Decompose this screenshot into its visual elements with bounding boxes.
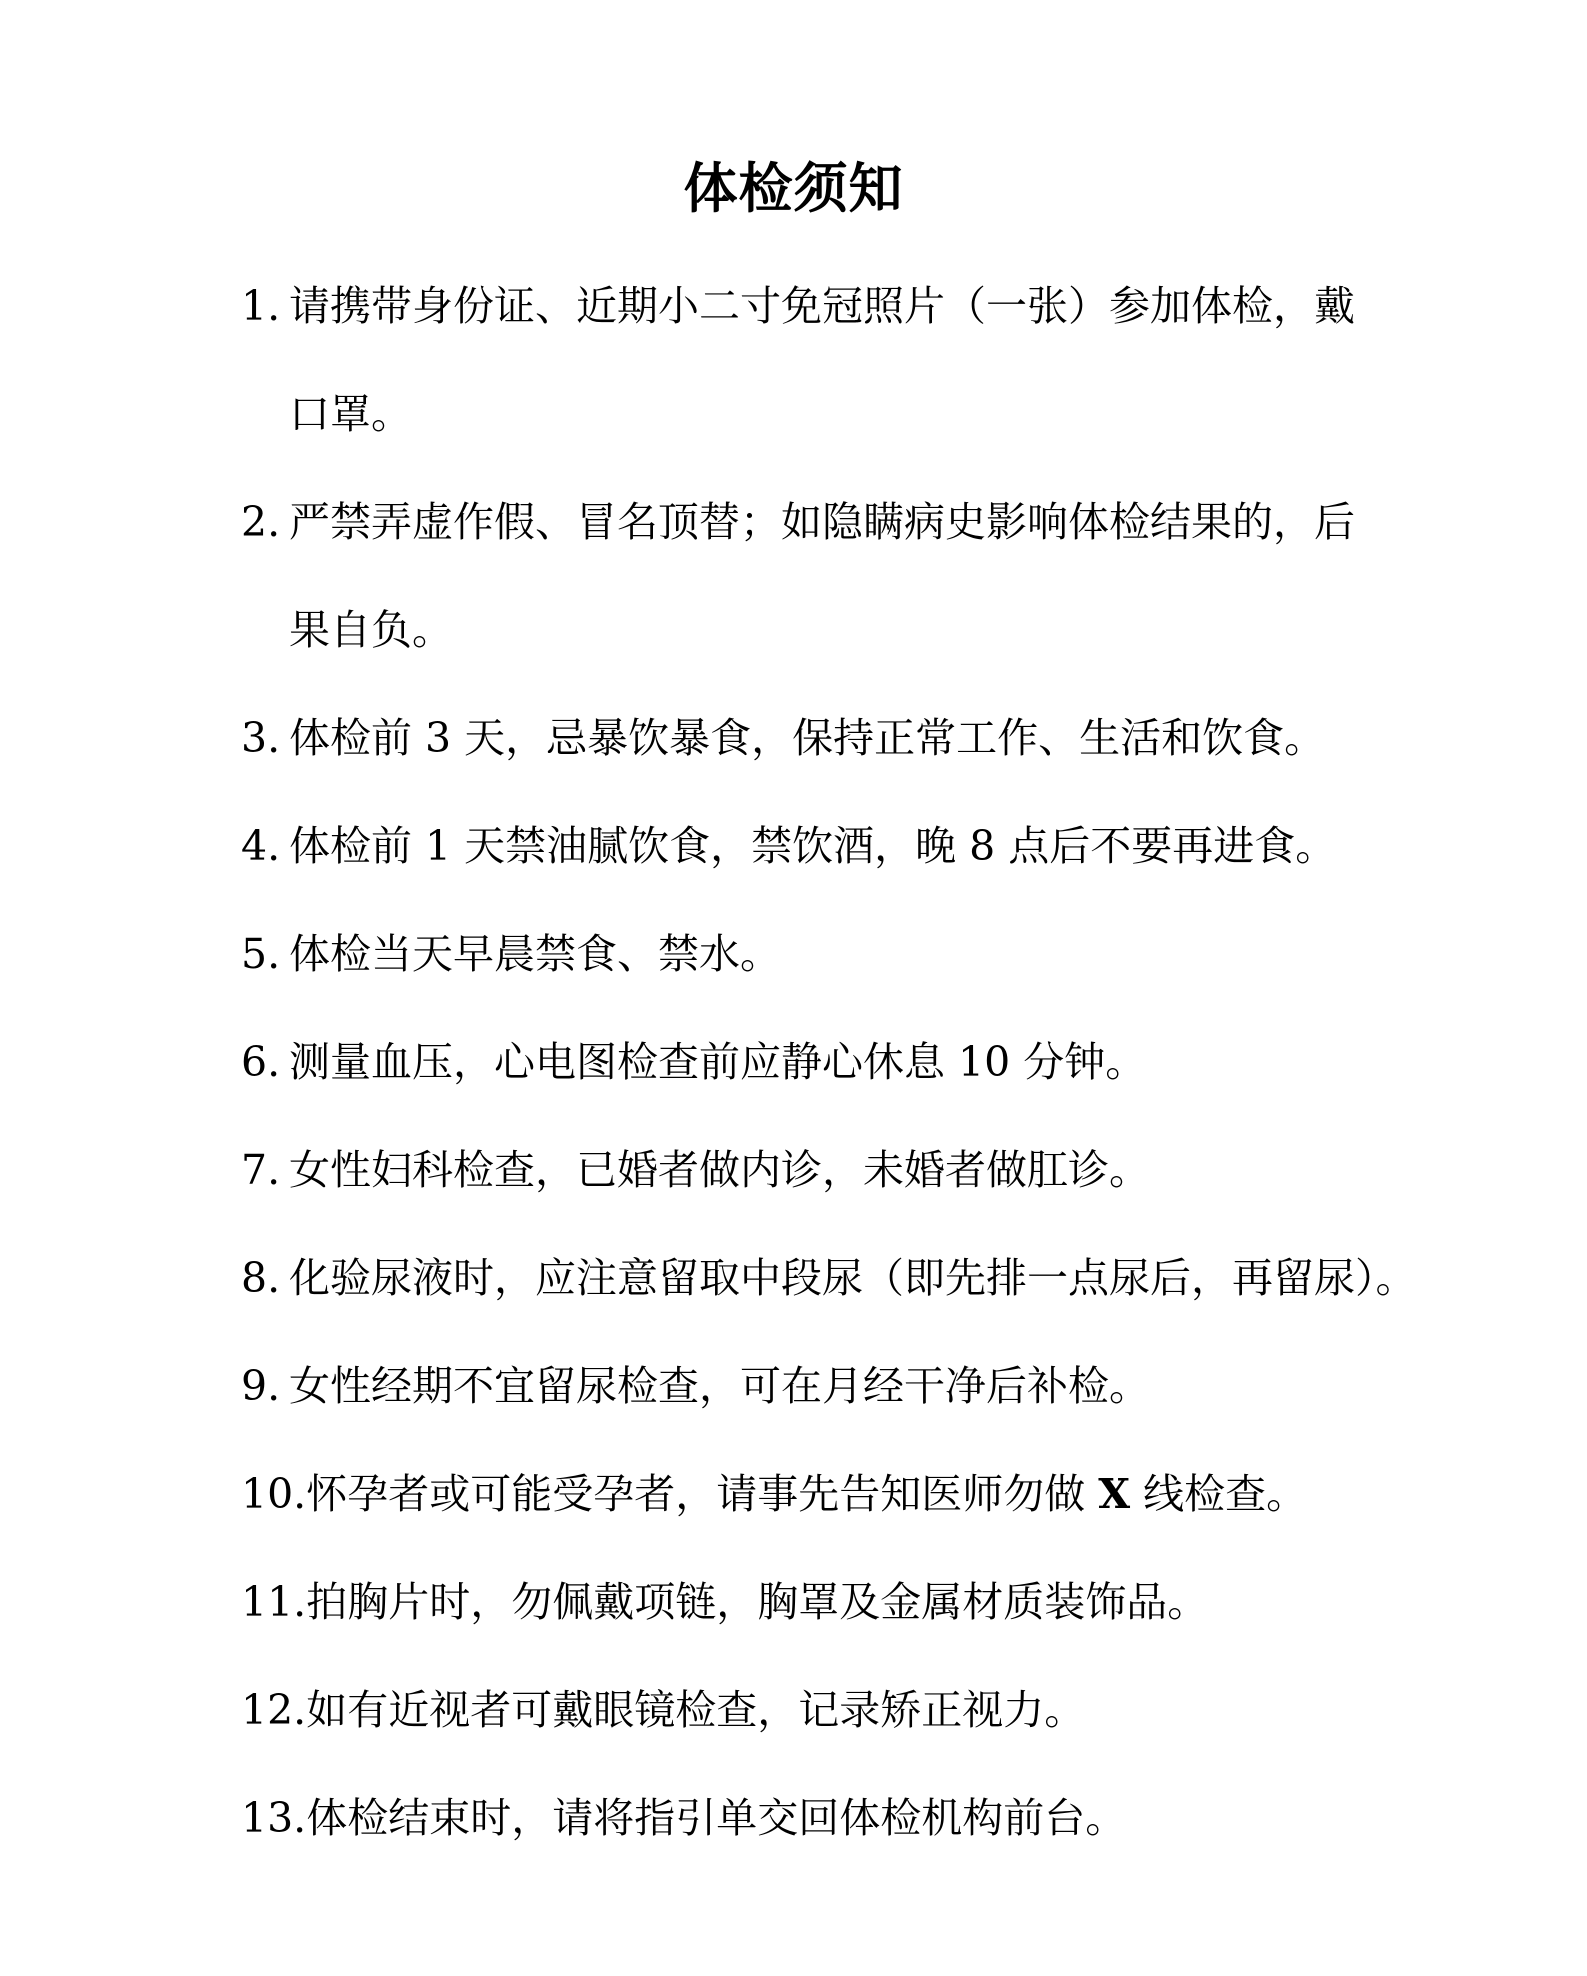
item-text: 严禁弄虚作假、冒名顶替；如隐瞒病史影响体检结果的，后 — [289, 498, 1355, 546]
item-text: 体检前 1 天禁油腻饮食，禁饮酒，晚 8 点后不要再进食。 — [289, 822, 1337, 870]
item-number: 2. — [241, 498, 281, 546]
item-text-continued: 口罩。 — [289, 390, 412, 438]
notice-item-6 — [241, 1008, 1416, 1116]
item-text-bold: X — [1098, 1470, 1131, 1518]
page-title: 体检须知 — [683, 156, 904, 220]
notice-item-10 — [241, 1440, 1416, 1548]
item-number: 5. — [241, 930, 281, 978]
item-number: 9. — [241, 1362, 281, 1410]
notice-item-5 — [241, 900, 1416, 1008]
item-text: 体检结束时，请将指引单交回体检机构前台。 — [306, 1794, 1127, 1842]
item-text: 女性妇科检查，已婚者做内诊，未婚者做肛诊。 — [289, 1146, 1150, 1194]
notice-item-11 — [241, 1548, 1416, 1656]
item-text: 怀孕者或可能受孕者，请事先告知医师勿做 — [306, 1470, 1099, 1518]
item-number: 6. — [241, 1038, 281, 1086]
notice-item-7 — [241, 1116, 1416, 1224]
notice-item-2 — [241, 468, 1416, 684]
item-number: 4. — [241, 822, 281, 870]
notice-item-13 — [241, 1764, 1416, 1872]
notice-item-12 — [241, 1656, 1416, 1764]
notice-item-3 — [241, 684, 1416, 792]
item-text: 化验尿液时，应注意留取中段尿（即先排一点尿后，再留尿）。 — [289, 1254, 1417, 1302]
item-number: 3. — [241, 714, 281, 762]
item-number: 12. — [241, 1686, 307, 1734]
item-text: 请携带身份证、近期小二寸免冠照片（一张）参加体检，戴 — [289, 282, 1355, 330]
item-number: 1. — [241, 282, 281, 330]
item-number: 7. — [241, 1146, 281, 1194]
item-number: 8. — [241, 1254, 281, 1302]
item-text: 拍胸片时，勿佩戴项链，胸罩及金属材质装饰品。 — [306, 1578, 1209, 1626]
notice-item-8 — [241, 1224, 1416, 1332]
item-text: 测量血压，心电图检查前应静心休息 10 分钟。 — [289, 1038, 1147, 1086]
item-text: 如有近视者可戴眼镜检查，记录矫正视力。 — [306, 1686, 1086, 1734]
item-number: 10. — [241, 1470, 307, 1518]
notice-item-4 — [241, 792, 1416, 900]
item-text-continued: 果自负。 — [289, 606, 453, 654]
item-text: 体检当天早晨禁食、禁水。 — [289, 930, 781, 978]
notice-item-1 — [241, 252, 1416, 468]
item-number: 11. — [241, 1578, 307, 1626]
item-text: 女性经期不宜留尿检查，可在月经干净后补检。 — [289, 1362, 1150, 1410]
notice-item-9 — [241, 1332, 1416, 1440]
item-number: 13. — [241, 1794, 307, 1842]
item-text: 体检前 3 天，忌暴饮暴食，保持正常工作、生活和饮食。 — [289, 714, 1326, 762]
item-text-end: 线检查。 — [1130, 1470, 1308, 1518]
